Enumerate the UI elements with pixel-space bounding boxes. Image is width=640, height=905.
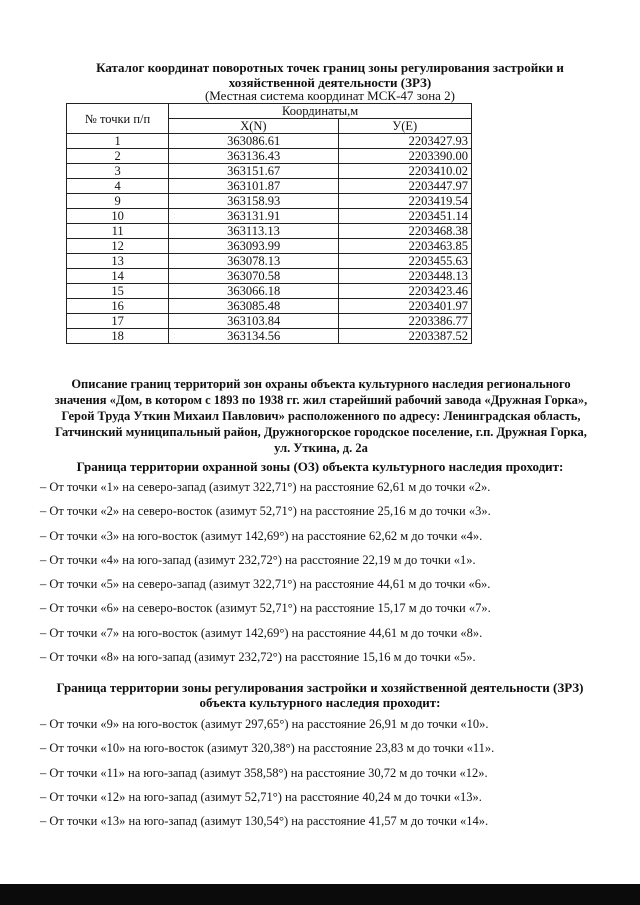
cell-y: 2203386.77 — [338, 314, 471, 329]
catalog-title-line2: хозяйственной деятельности (ЗРЗ) — [228, 75, 432, 90]
description-line5: ул. Уткина, д. 2а — [274, 441, 368, 455]
table-row — [67, 254, 472, 269]
cell-point-number: 4 — [67, 179, 169, 194]
cell-x: 363131.91 — [169, 209, 338, 224]
cell-x: 363093.99 — [169, 239, 338, 254]
list-item: – От точки «9» на юго-восток (азимут 297,65°) на расстояние 26,91 м до точки «10». — [40, 717, 489, 731]
zrz-section-heading — [40, 680, 600, 710]
cell-point-number: 13 — [67, 254, 169, 269]
cell-y: 2203419.54 — [338, 194, 471, 209]
list-item: – От точки «7» на юго-восток (азимут 142,69°) на расстояние 44,61 м до точки «8». — [40, 625, 483, 640]
cell-point-number: 10 — [67, 209, 169, 224]
cell-y: 2203387.52 — [338, 329, 471, 344]
list-item: – От точки «6» на северо-восток (азимут 52,71°) на расстояние 15,17 м до точки «7». — [40, 601, 491, 616]
list-item: – От точки «11» на юго-запад (азимут 358,58°) на расстояние 30,72 м до точки «12». — [40, 765, 488, 780]
cell-x: 363113.13 — [169, 224, 338, 239]
header-coordinates: Координаты,м — [169, 104, 472, 119]
cell-x: 363066.18 — [169, 284, 338, 299]
table-row — [67, 299, 472, 314]
list-item: – От точки «3» на юго-восток (азимут 142,69°) на расстояние 62,62 м до точки «4». — [40, 528, 483, 543]
table-row — [67, 209, 472, 224]
list-item: – От точки «1» на северо-запад (азимут 322,71°) на расстояние 62,61 м до точки «2». — [40, 480, 491, 494]
list-item: – От точки «8» на юго-запад (азимут 232,72°) на расстояние 15,16 м до точки «5». — [40, 650, 476, 665]
cell-y: 2203447.97 — [338, 179, 471, 194]
cell-y: 2203463.85 — [338, 239, 471, 254]
cell-point-number: 14 — [67, 269, 169, 284]
cell-y: 2203410.02 — [338, 164, 471, 179]
cell-x: 363101.87 — [169, 179, 338, 194]
cell-x: 363085.48 — [169, 299, 338, 314]
scan-bottom-edge — [0, 884, 640, 905]
cell-x: 363070.58 — [169, 269, 338, 284]
description-line1: Описание границ территорий зон охраны объекта культурного наследия регионального — [71, 377, 571, 391]
list-item: – От точки «13» на юго-запад (азимут 130,54°) на расстояние 41,57 м до точки «14». — [40, 814, 489, 829]
cell-y: 2203448.13 — [338, 269, 471, 284]
coordinate-system-subtitle: (Местная система координат МСК-47 зона 2) — [204, 88, 456, 103]
cell-x: 363103.84 — [169, 314, 338, 329]
cell-y: 2203427.93 — [338, 134, 471, 149]
list-item: – От точки «2» на северо-восток (азимут 52,71°) на расстояние 25,16 м до точки «3». — [40, 504, 491, 519]
cell-y: 2203455.63 — [338, 254, 471, 269]
zrz-boundary-list — [40, 716, 610, 837]
table-row — [67, 164, 472, 179]
list-item: – От точки «4» на юго-запад (азимут 232,72°) на расстояние 22,19 м до точки «1». — [40, 552, 476, 567]
cell-point-number: 2 — [67, 149, 169, 164]
cell-y: 2203423.46 — [338, 284, 471, 299]
cell-x: 363158.93 — [169, 194, 338, 209]
list-item: – От точки «5» на северо-запад (азимут 322,71°) на расстояние 44,61 м до точки «6». — [40, 577, 491, 592]
cell-y: 2203401.97 — [338, 299, 471, 314]
zrz-heading-line1: Граница территории зоны регулирования застройки и хозяйственной деятельности (ЗРЗ) — [56, 680, 584, 695]
coordinates-table-body — [67, 134, 472, 344]
table-row — [67, 194, 472, 209]
table-header-row — [67, 104, 472, 119]
cell-y: 2203390.00 — [338, 149, 471, 164]
table-row — [67, 269, 472, 284]
description-line4: Гатчинский муниципальный район, Дружногорское городское поселение, г.п. Дружная Горка, — [55, 425, 587, 439]
cell-point-number: 3 — [67, 164, 169, 179]
cell-point-number: 9 — [67, 194, 169, 209]
table-row — [67, 329, 472, 344]
cell-x: 363151.67 — [169, 164, 338, 179]
list-item: – От точки «12» на юго-запад (азимут 52,71°) на расстояние 40,24 м до точки «13». — [40, 789, 482, 804]
cell-x: 363086.61 — [169, 134, 338, 149]
cell-x: 363136.43 — [169, 149, 338, 164]
description-line3: Герой Труда Уткин Михаил Павлович» расположенного по адресу: Ленинградская область, — [61, 409, 581, 423]
header-point-number: № точки п/п — [67, 104, 169, 134]
oz-boundary-list — [40, 479, 610, 673]
table-row — [67, 224, 472, 239]
cell-y: 2203468.38 — [338, 224, 471, 239]
cell-point-number: 17 — [67, 314, 169, 329]
heritage-description — [36, 376, 606, 456]
cell-point-number: 16 — [67, 299, 169, 314]
table-row — [67, 314, 472, 329]
table-row — [67, 179, 472, 194]
table-row — [67, 134, 472, 149]
oz-section-heading: Граница территории охранной зоны (ОЗ) объекта культурного наследия проходит: — [76, 459, 564, 474]
cell-point-number: 1 — [67, 134, 169, 149]
table-row — [67, 284, 472, 299]
header-x: X(N) — [169, 119, 338, 134]
cell-point-number: 11 — [67, 224, 169, 239]
cell-point-number: 15 — [67, 284, 169, 299]
catalog-title — [70, 60, 590, 90]
cell-x: 363078.13 — [169, 254, 338, 269]
table-row — [67, 149, 472, 164]
cell-point-number: 18 — [67, 329, 169, 344]
cell-y: 2203451.14 — [338, 209, 471, 224]
zrz-heading-line2: объекта культурного наследия проходит: — [199, 695, 441, 710]
catalog-title-line1: Каталог координат поворотных точек границ зоны регулирования застройки и — [96, 60, 564, 75]
cell-point-number: 12 — [67, 239, 169, 254]
coordinates-table — [66, 103, 472, 344]
table-row — [67, 239, 472, 254]
description-line2: значения «Дом, в котором с 1893 по 1938 гг. жил старейший рабочий завода «Дружная Горка», — [54, 393, 588, 407]
cell-x: 363134.56 — [169, 329, 338, 344]
list-item: – От точки «10» на юго-восток (азимут 320,38°) на расстояние 23,83 м до точки «11». — [40, 741, 495, 756]
header-y: У(Е) — [338, 119, 471, 134]
